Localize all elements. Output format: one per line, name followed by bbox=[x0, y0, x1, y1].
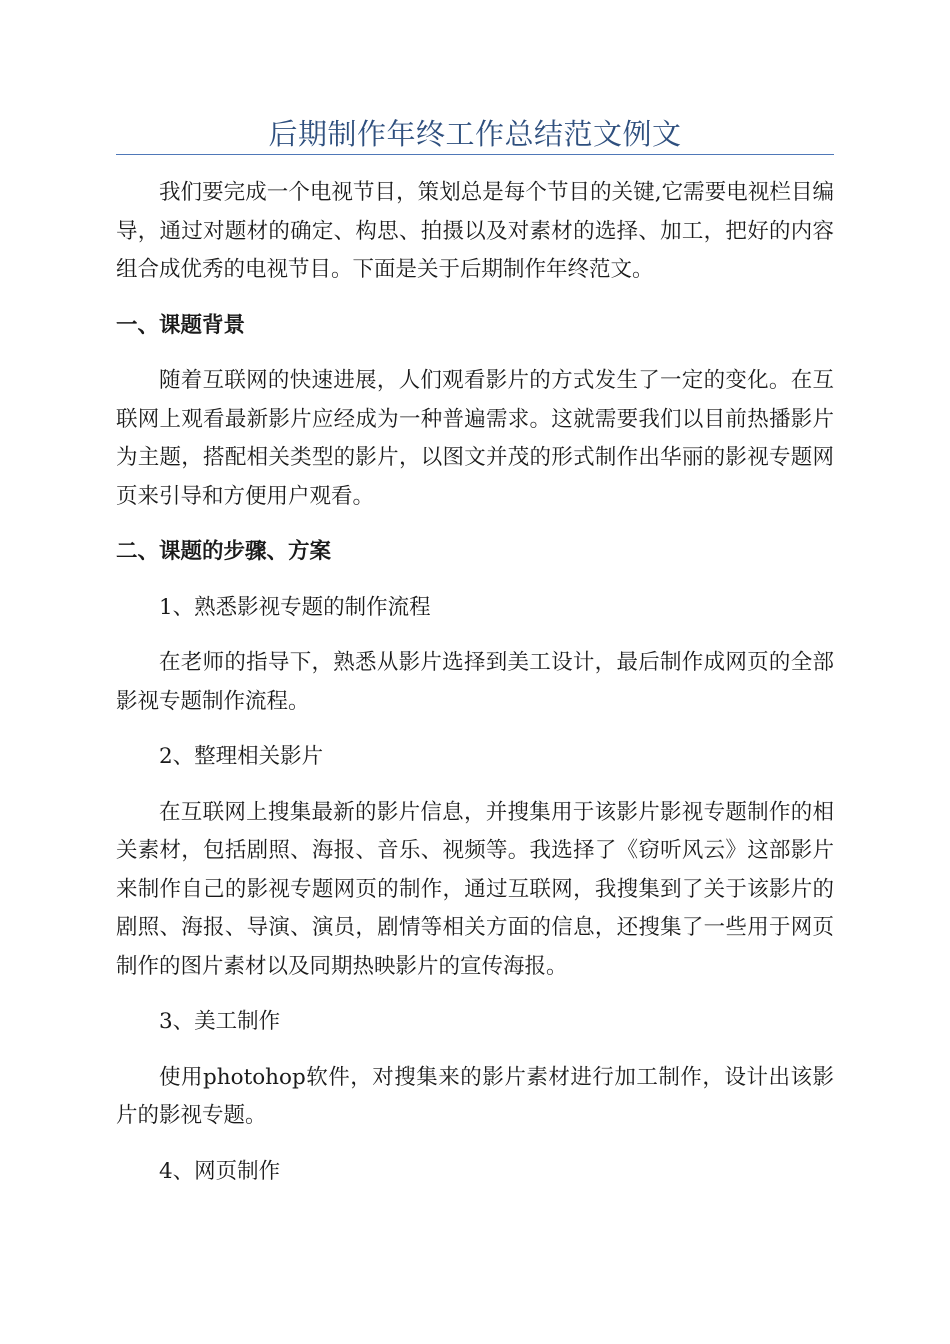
step-2-title: 2、整理相关影片 bbox=[159, 744, 324, 769]
step-3-paragraph: 使用photohop软件，对搜集来的影片素材进行加工制作，设计出该影片的影视专题。 bbox=[116, 1064, 834, 1128]
step-1-paragraph: 在老师的指导下，熟悉从影片选择到美工设计，最后制作成网页的全部影视专题制作流程。 bbox=[116, 650, 834, 714]
step-1-title: 1、熟悉影视专题的制作流程 bbox=[159, 594, 431, 620]
title-underline bbox=[116, 154, 834, 155]
step-4-title: 4、网页制作 bbox=[159, 1158, 281, 1184]
background-paragraph: 随着互联网的快速进展，人们观看影片的方式发生了一定的变化。在互联网上观看最新影片应经成为一种普遍需求。这就需要我们以目前热播影片为主题，搭配相关类型的影片，以图文并茂的形式制作出华丽的影视专题网页来引导和方便用户观看。 bbox=[116, 368, 834, 509]
document-title: 后期制作年终工作总结范文例文 bbox=[268, 117, 682, 151]
section-heading-steps: 二、课题的步骤、方案 bbox=[116, 539, 332, 564]
intro-paragraph: 我们要完成一个电视节目，策划总是每个节目的关键,它需要电视栏目编导，通过对题材的确定、构思、拍摄以及对素材的选择、加工，把好的内容组合成优秀的电视节目。下面是关于后期制作年终范文。 bbox=[116, 180, 834, 282]
step-2-paragraph: 在互联网上搜集最新的影片信息，并搜集用于该影片影视专题制作的相关素材，包括剧照、海报、音乐、视频等。我选择了《窃听风云》这部影片来制作自己的影视专题网页的制作，通过互联网，我搜集到了关于该影片的剧照、海报、导演、演员，剧情等相关方面的信息，还搜集了一些用于网页制作的图片素材以及同期热映影片的宣传海报。 bbox=[116, 799, 834, 979]
step-3-title: 3、美工制作 bbox=[159, 1009, 281, 1034]
section-heading-background: 一、课题背景 bbox=[116, 312, 246, 338]
document-body bbox=[116, 174, 834, 1208]
